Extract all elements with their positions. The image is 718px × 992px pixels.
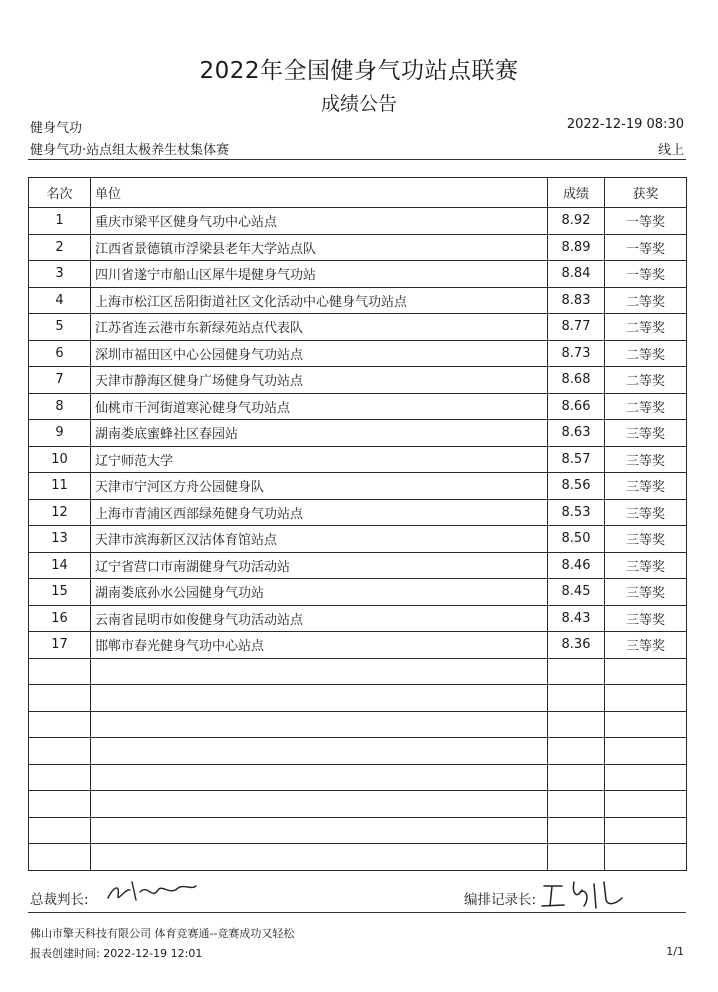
cell-unit: 重庆市梁平区健身气功中心站点 — [91, 208, 548, 235]
cell-unit: 仙桃市干河街道寒沁健身气功站点 — [91, 393, 548, 420]
empty-cell — [29, 817, 91, 844]
empty-cell — [29, 791, 91, 818]
cell-unit: 江苏省连云港市东新绿苑站点代表队 — [91, 314, 548, 341]
cell-score: 8.92 — [548, 208, 605, 235]
table-row — [29, 340, 687, 367]
empty-cell — [548, 711, 605, 738]
empty-cell — [91, 844, 548, 871]
cell-unit: 辽宁师范大学 — [91, 446, 548, 473]
empty-table-row — [29, 685, 687, 712]
cell-unit: 上海市松江区岳阳街道社区文化活动中心健身气功站点 — [91, 287, 548, 314]
cell-award: 三等奖 — [605, 579, 687, 606]
empty-cell — [548, 738, 605, 765]
cell-award: 三等奖 — [605, 552, 687, 579]
cell-unit: 江西省景德镇市浮梁县老年大学站点队 — [91, 234, 548, 261]
empty-table-row — [29, 738, 687, 765]
cell-award: 三等奖 — [605, 526, 687, 553]
empty-table-row — [29, 817, 687, 844]
table-row — [29, 208, 687, 235]
cell-score: 8.46 — [548, 552, 605, 579]
cell-unit: 天津市静海区健身广场健身气功站点 — [91, 367, 548, 394]
table-row — [29, 632, 687, 659]
cell-rank: 15 — [29, 579, 91, 606]
cell-rank: 6 — [29, 340, 91, 367]
empty-cell — [29, 658, 91, 685]
cell-unit: 云南省昆明市如俊健身气功活动站点 — [91, 605, 548, 632]
cell-score: 8.83 — [548, 287, 605, 314]
cell-score: 8.43 — [548, 605, 605, 632]
results-body — [29, 208, 687, 871]
chief-referee-signature — [100, 876, 200, 906]
empty-cell — [91, 711, 548, 738]
empty-cell — [91, 791, 548, 818]
cell-unit: 湖南娄底孙水公园健身气功站 — [91, 579, 548, 606]
cell-unit: 邯郸市春光健身气功中心站点 — [91, 632, 548, 659]
empty-cell — [91, 658, 548, 685]
cell-rank: 11 — [29, 473, 91, 500]
footer-company: 佛山市擎天科技有限公司 体育竞赛通--竞赛成功又轻松 — [30, 927, 295, 940]
cell-score: 8.77 — [548, 314, 605, 341]
cell-unit: 深圳市福田区中心公园健身气功站点 — [91, 340, 548, 367]
cell-rank: 5 — [29, 314, 91, 341]
cell-rank: 3 — [29, 261, 91, 288]
cell-score: 8.50 — [548, 526, 605, 553]
cell-score: 8.89 — [548, 234, 605, 261]
empty-cell — [548, 685, 605, 712]
cell-award: 三等奖 — [605, 420, 687, 447]
chief-referee-label: 总裁判长: — [30, 892, 89, 908]
table-row — [29, 499, 687, 526]
cell-unit: 天津市滨海新区汉沽体育馆站点 — [91, 526, 548, 553]
table-row — [29, 446, 687, 473]
empty-table-row — [29, 844, 687, 871]
empty-cell — [91, 817, 548, 844]
event-datetime: 2022-12-19 08:30 — [566, 117, 684, 132]
cell-award: 一等奖 — [605, 234, 687, 261]
empty-cell — [548, 658, 605, 685]
table-row — [29, 579, 687, 606]
cell-award: 三等奖 — [605, 605, 687, 632]
cell-score: 8.57 — [548, 446, 605, 473]
cell-unit: 天津市宁河区方舟公园健身队 — [91, 473, 548, 500]
table-row — [29, 234, 687, 261]
document-subtitle: 成绩公告 — [320, 93, 397, 115]
empty-table-row — [29, 791, 687, 818]
empty-cell — [605, 711, 687, 738]
document-title: 2022年全国健身气功站点联赛 — [199, 58, 519, 84]
cell-award: 一等奖 — [605, 261, 687, 288]
cell-award: 三等奖 — [605, 446, 687, 473]
cell-unit: 上海市青浦区西部绿苑健身气功站点 — [91, 499, 548, 526]
table-row — [29, 367, 687, 394]
table-header-row — [29, 178, 687, 208]
header-rank: 名次 — [29, 178, 91, 208]
header-unit: 单位 — [91, 178, 548, 208]
cell-unit: 辽宁省营口市南湖健身气功活动站 — [91, 552, 548, 579]
cell-unit: 湖南娄底蜜蜂社区春园站 — [91, 420, 548, 447]
cell-award: 一等奖 — [605, 208, 687, 235]
empty-cell — [91, 685, 548, 712]
cell-rank: 13 — [29, 526, 91, 553]
cell-score: 8.73 — [548, 340, 605, 367]
cell-award: 三等奖 — [605, 473, 687, 500]
cell-award: 二等奖 — [605, 314, 687, 341]
empty-cell — [605, 658, 687, 685]
cell-score: 8.66 — [548, 393, 605, 420]
empty-cell — [548, 817, 605, 844]
cell-rank: 4 — [29, 287, 91, 314]
table-row — [29, 393, 687, 420]
cell-rank: 1 — [29, 208, 91, 235]
empty-table-row — [29, 711, 687, 738]
table-row — [29, 314, 687, 341]
cell-award: 二等奖 — [605, 367, 687, 394]
footer-created: 报表创建时间: 2022-12-19 12:01 — [30, 947, 203, 960]
cell-score: 8.63 — [548, 420, 605, 447]
footer-page-number: 1/1 — [666, 945, 684, 958]
table-row — [29, 526, 687, 553]
cell-score: 8.68 — [548, 367, 605, 394]
cell-score: 8.84 — [548, 261, 605, 288]
empty-cell — [605, 738, 687, 765]
empty-cell — [29, 685, 91, 712]
table-row — [29, 552, 687, 579]
results-table — [28, 177, 687, 871]
empty-cell — [91, 764, 548, 791]
empty-cell — [548, 764, 605, 791]
cell-award: 三等奖 — [605, 499, 687, 526]
cell-rank: 9 — [29, 420, 91, 447]
cell-rank: 14 — [29, 552, 91, 579]
cell-rank: 7 — [29, 367, 91, 394]
cell-score: 8.45 — [548, 579, 605, 606]
cell-rank: 17 — [29, 632, 91, 659]
table-row — [29, 261, 687, 288]
empty-cell — [548, 844, 605, 871]
table-row — [29, 473, 687, 500]
empty-cell — [605, 685, 687, 712]
empty-cell — [605, 764, 687, 791]
empty-table-row — [29, 658, 687, 685]
empty-cell — [91, 738, 548, 765]
empty-cell — [29, 764, 91, 791]
empty-table-row — [29, 764, 687, 791]
cell-rank: 12 — [29, 499, 91, 526]
cell-unit: 四川省遂宁市船山区犀牛堤健身气功站 — [91, 261, 548, 288]
cell-rank: 10 — [29, 446, 91, 473]
empty-cell — [605, 817, 687, 844]
event-category: 健身气功 — [30, 121, 83, 136]
empty-cell — [605, 791, 687, 818]
cell-rank: 8 — [29, 393, 91, 420]
cell-rank: 2 — [29, 234, 91, 261]
cell-rank: 16 — [29, 605, 91, 632]
table-row — [29, 605, 687, 632]
signature-rule — [28, 912, 686, 913]
table-row — [29, 420, 687, 447]
header-rule — [28, 159, 686, 160]
cell-score: 8.56 — [548, 473, 605, 500]
empty-cell — [29, 844, 91, 871]
empty-cell — [605, 844, 687, 871]
recorder-signature — [540, 878, 630, 912]
cell-score: 8.53 — [548, 499, 605, 526]
cell-award: 二等奖 — [605, 287, 687, 314]
recorder-label: 编排记录长: — [464, 892, 537, 908]
cell-award: 二等奖 — [605, 340, 687, 367]
cell-award: 三等奖 — [605, 632, 687, 659]
empty-cell — [548, 791, 605, 818]
table-row — [29, 287, 687, 314]
empty-cell — [29, 738, 91, 765]
empty-cell — [29, 711, 91, 738]
header-score: 成绩 — [548, 178, 605, 208]
cell-score: 8.36 — [548, 632, 605, 659]
event-name: 健身气功·站点组太极养生杖集体赛 — [30, 143, 230, 158]
event-mode: 线上 — [657, 143, 684, 158]
cell-award: 二等奖 — [605, 393, 687, 420]
header-award: 获奖 — [605, 178, 687, 208]
